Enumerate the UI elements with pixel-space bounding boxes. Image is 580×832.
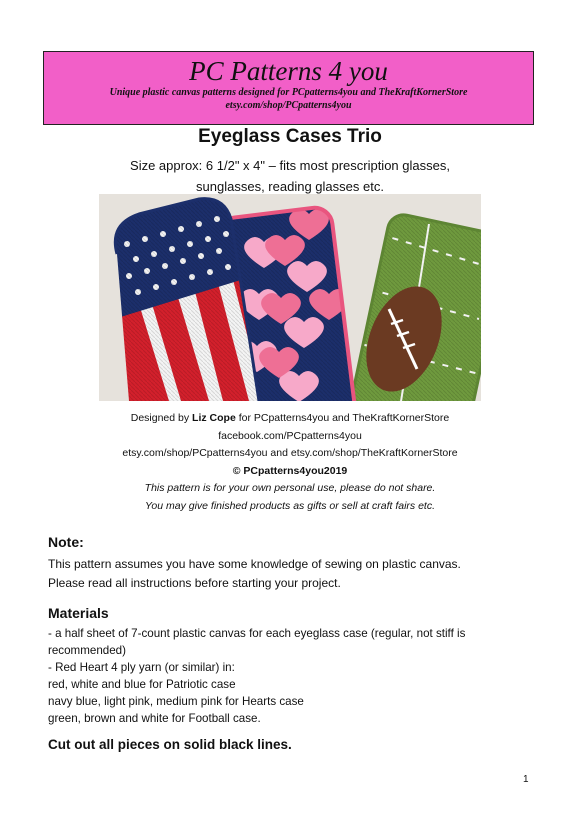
note-heading: Note:: [48, 534, 84, 550]
materials-heading: Materials: [48, 605, 109, 621]
shop-url: etsy.com/shop/PCpatterns4you: [225, 100, 352, 111]
size-info: [0, 155, 580, 197]
note-body: [48, 555, 538, 593]
facebook-url: facebook.com/PCpatterns4you: [218, 429, 362, 442]
designer-name: Liz Cope: [192, 412, 236, 424]
eyeglass-cases-illustration: [99, 194, 481, 401]
designed-prefix: Designed by: [130, 412, 193, 424]
personal-use-note: This pattern is for your own personal use, please do not share.: [144, 482, 436, 494]
etsy-urls: etsy.com/shop/PCpatterns4you and etsy.com/shop/TheKraftKornerStore: [122, 447, 458, 459]
designer-line: [0, 410, 580, 428]
brand-title: PC Patterns 4 you: [189, 56, 388, 86]
note-line-1: This pattern assumes you have some knowledge of sewing on plastic canvas.: [48, 557, 461, 571]
materials-line-4: red, white and blue for Patriotic case: [48, 678, 236, 691]
tagline: Unique plastic canvas patterns designed for PCpatterns4you and TheKraftKornerStore: [109, 87, 468, 98]
materials-line-5: navy blue, light pink, medium pink for Hearts case: [48, 695, 304, 708]
eyeglass-cases-photo: [99, 194, 481, 401]
credits-block: [0, 410, 580, 515]
pattern-title: Eyeglass Cases Trio: [198, 126, 382, 147]
page-number: 1: [523, 774, 529, 785]
copyright: © PCpatterns4you2019: [232, 464, 348, 477]
materials-body: [48, 625, 538, 727]
materials-line-6: green, brown and white for Football case.: [48, 712, 261, 725]
designed-suffix: for PCpatterns4you and TheKraftKornerStore: [235, 412, 450, 424]
materials-line-3: - Red Heart 4 ply yarn (or similar) in:: [48, 661, 235, 674]
cut-instruction: Cut out all pieces on solid black lines.: [48, 737, 292, 752]
size-line-1: Size approx: 6 1/2" x 4" – fits most prescription glasses,: [130, 158, 450, 173]
note-line-2: Please read all instructions before starting your project.: [48, 576, 341, 590]
materials-line-2: recommended): [48, 644, 126, 657]
materials-line-1: - a half sheet of 7-count plastic canvas for each eyeglass case (regular, not stiff is: [48, 627, 466, 640]
header-banner: [43, 51, 534, 125]
football-case: [339, 194, 481, 401]
gifts-note: You may give finished products as gifts or sell at craft fairs etc.: [144, 499, 436, 512]
size-line-2: sunglasses, reading glasses etc.: [196, 179, 384, 194]
